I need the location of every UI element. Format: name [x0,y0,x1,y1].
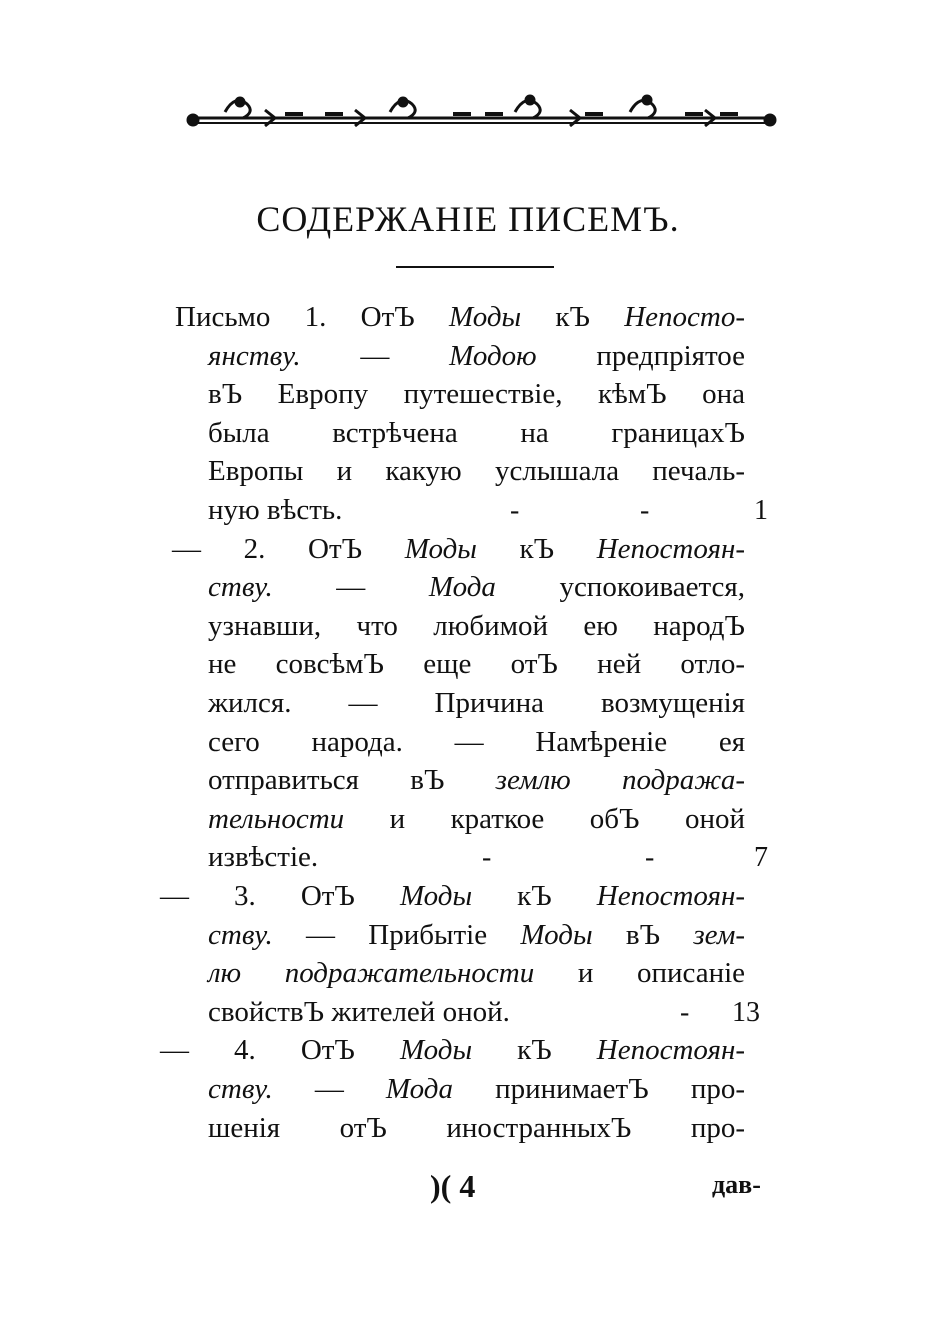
toc-line [208,956,745,990]
toc-line [172,532,745,566]
word: она [702,378,746,411]
signature-mark: )( 4 [430,1168,476,1204]
word: краткое [450,802,545,835]
word: описаніе [636,957,746,990]
word: отЪ [339,1111,387,1144]
leader-dash: - [680,996,690,1028]
toc-line [208,763,745,797]
word: печаль- [652,455,746,488]
word: сего [208,725,260,758]
toc-line [175,300,745,334]
word: узнавши, [208,609,322,642]
toc-line [208,802,745,836]
word: — [160,880,189,912]
word: и [336,455,353,488]
word: путешествіе, [403,378,563,411]
word: Прибытіе [368,918,488,951]
toc-line [208,1072,745,1106]
catchword: дав- [712,1170,761,1199]
italic-word: тельности [208,802,345,835]
italic-word: подражательности [284,957,535,990]
toc-line [208,647,745,681]
italic-word: ству. [208,918,273,951]
leader-dash: - [510,495,520,526]
italic-word: янству. [208,339,301,372]
word: ОтЪ [360,301,415,333]
word: совсѣмЪ [275,648,385,681]
word: отправиться [208,764,360,797]
toc-line [208,840,318,874]
word: — [314,1073,344,1105]
word: вЪ [625,918,661,951]
italic-word: Моды [404,532,477,565]
word: любимой [433,609,549,642]
word: какую [385,455,462,488]
word: Намѣреніе [535,725,668,758]
italic-word: лю [208,957,242,990]
word: отло- [680,648,746,681]
italic-word: Моды [399,880,473,912]
word: — [360,339,390,372]
italic-word: Моды [448,301,522,333]
word: предпріятое [596,339,746,372]
word: отЪ [510,648,558,681]
page-title: СОДЕРЖАНІЕ ПИСЕМЪ. [256,199,680,239]
toc-line [208,377,745,411]
word: ную вѣсть. [208,494,343,526]
word: иностранныхЪ [446,1111,632,1144]
italic-word: Мода [385,1073,453,1105]
word: кЪ [555,301,590,333]
word: вЪ [208,378,243,411]
word: Письмо [175,301,271,333]
word: народа. [311,725,403,758]
italic-word: Моды [520,918,593,951]
word: Европу [277,378,369,411]
word: возмущенія [601,687,746,719]
toc-line [208,339,745,373]
italic-word: землю [495,764,571,797]
leader-dash: - [645,842,655,874]
toc-line [208,493,342,527]
leader-dash: - [482,842,492,874]
toc-line [208,416,745,450]
word: обЪ [589,802,640,835]
italic-word: зем- [693,918,745,951]
word: свойствЪ жителей оной. [208,995,510,1028]
word: кЪ [517,1034,552,1067]
italic-word: Мода [428,571,496,604]
italic-word: Непостоян- [596,1034,746,1067]
word: ею [583,609,618,642]
toc-line [160,1033,745,1067]
word: Европы [208,455,304,488]
toc-line [208,995,510,1029]
word: и [577,957,594,990]
word: 4. [234,1034,256,1067]
word: кЪ [519,532,555,565]
word: народЪ [653,609,746,642]
italic-word: Моды [399,1034,473,1067]
italic-word: Непостоян- [596,532,746,565]
word: ней [597,648,642,681]
word: кЪ [517,880,552,912]
word: на [520,416,549,449]
word: что [356,609,398,642]
word: Причина [434,687,544,719]
toc-line [160,879,745,913]
toc-line [208,686,745,720]
italic-word: ству. [208,1073,273,1105]
toc-line [208,454,745,488]
toc-line [208,725,745,759]
toc-line [208,1111,745,1145]
word: была [208,416,270,449]
word: вЪ [410,764,445,797]
page-number: 7 [754,842,768,874]
word: 2. [243,532,266,565]
word: ОтЪ [300,880,355,912]
word: границахЪ [611,416,746,449]
word: извѣстіе. [208,841,319,874]
word: 3. [234,880,256,912]
word: — [160,1034,189,1067]
title-rule [396,266,554,268]
word: услышала [494,455,620,488]
word: принимаетЪ [495,1073,649,1105]
decorative-ornament-band [185,92,778,132]
word: кѣмЪ [597,378,667,411]
word: не [208,648,237,681]
word: про- [690,1073,745,1105]
italic-word: Непосто- [624,301,745,333]
word: ея [718,725,746,758]
toc-line [208,609,745,643]
italic-word: Непостоян- [596,880,746,912]
toc-line [208,570,745,604]
word: — [172,532,201,565]
word: ОтЪ [300,1034,355,1067]
toc-line [208,918,745,952]
word: 1. [304,301,327,333]
italic-word: Модою [449,339,537,372]
word: ОтЪ [308,532,363,565]
word: — [348,687,378,719]
word: еще [423,648,472,681]
word: оной [684,802,745,835]
word: жился. [208,687,292,719]
word: шенія [208,1111,281,1144]
word: — [454,725,484,758]
word: — [306,918,335,951]
word: встрѣчена [332,416,458,449]
word: про- [690,1111,746,1144]
word: — [336,571,366,604]
italic-word: ству. [208,571,273,604]
leader-dash: - [640,495,650,526]
page-number: 13 [732,996,760,1028]
word: успокоивается, [559,571,746,604]
word: и [389,802,406,835]
italic-word: подража- [621,764,746,797]
page-number: 1 [754,495,768,526]
